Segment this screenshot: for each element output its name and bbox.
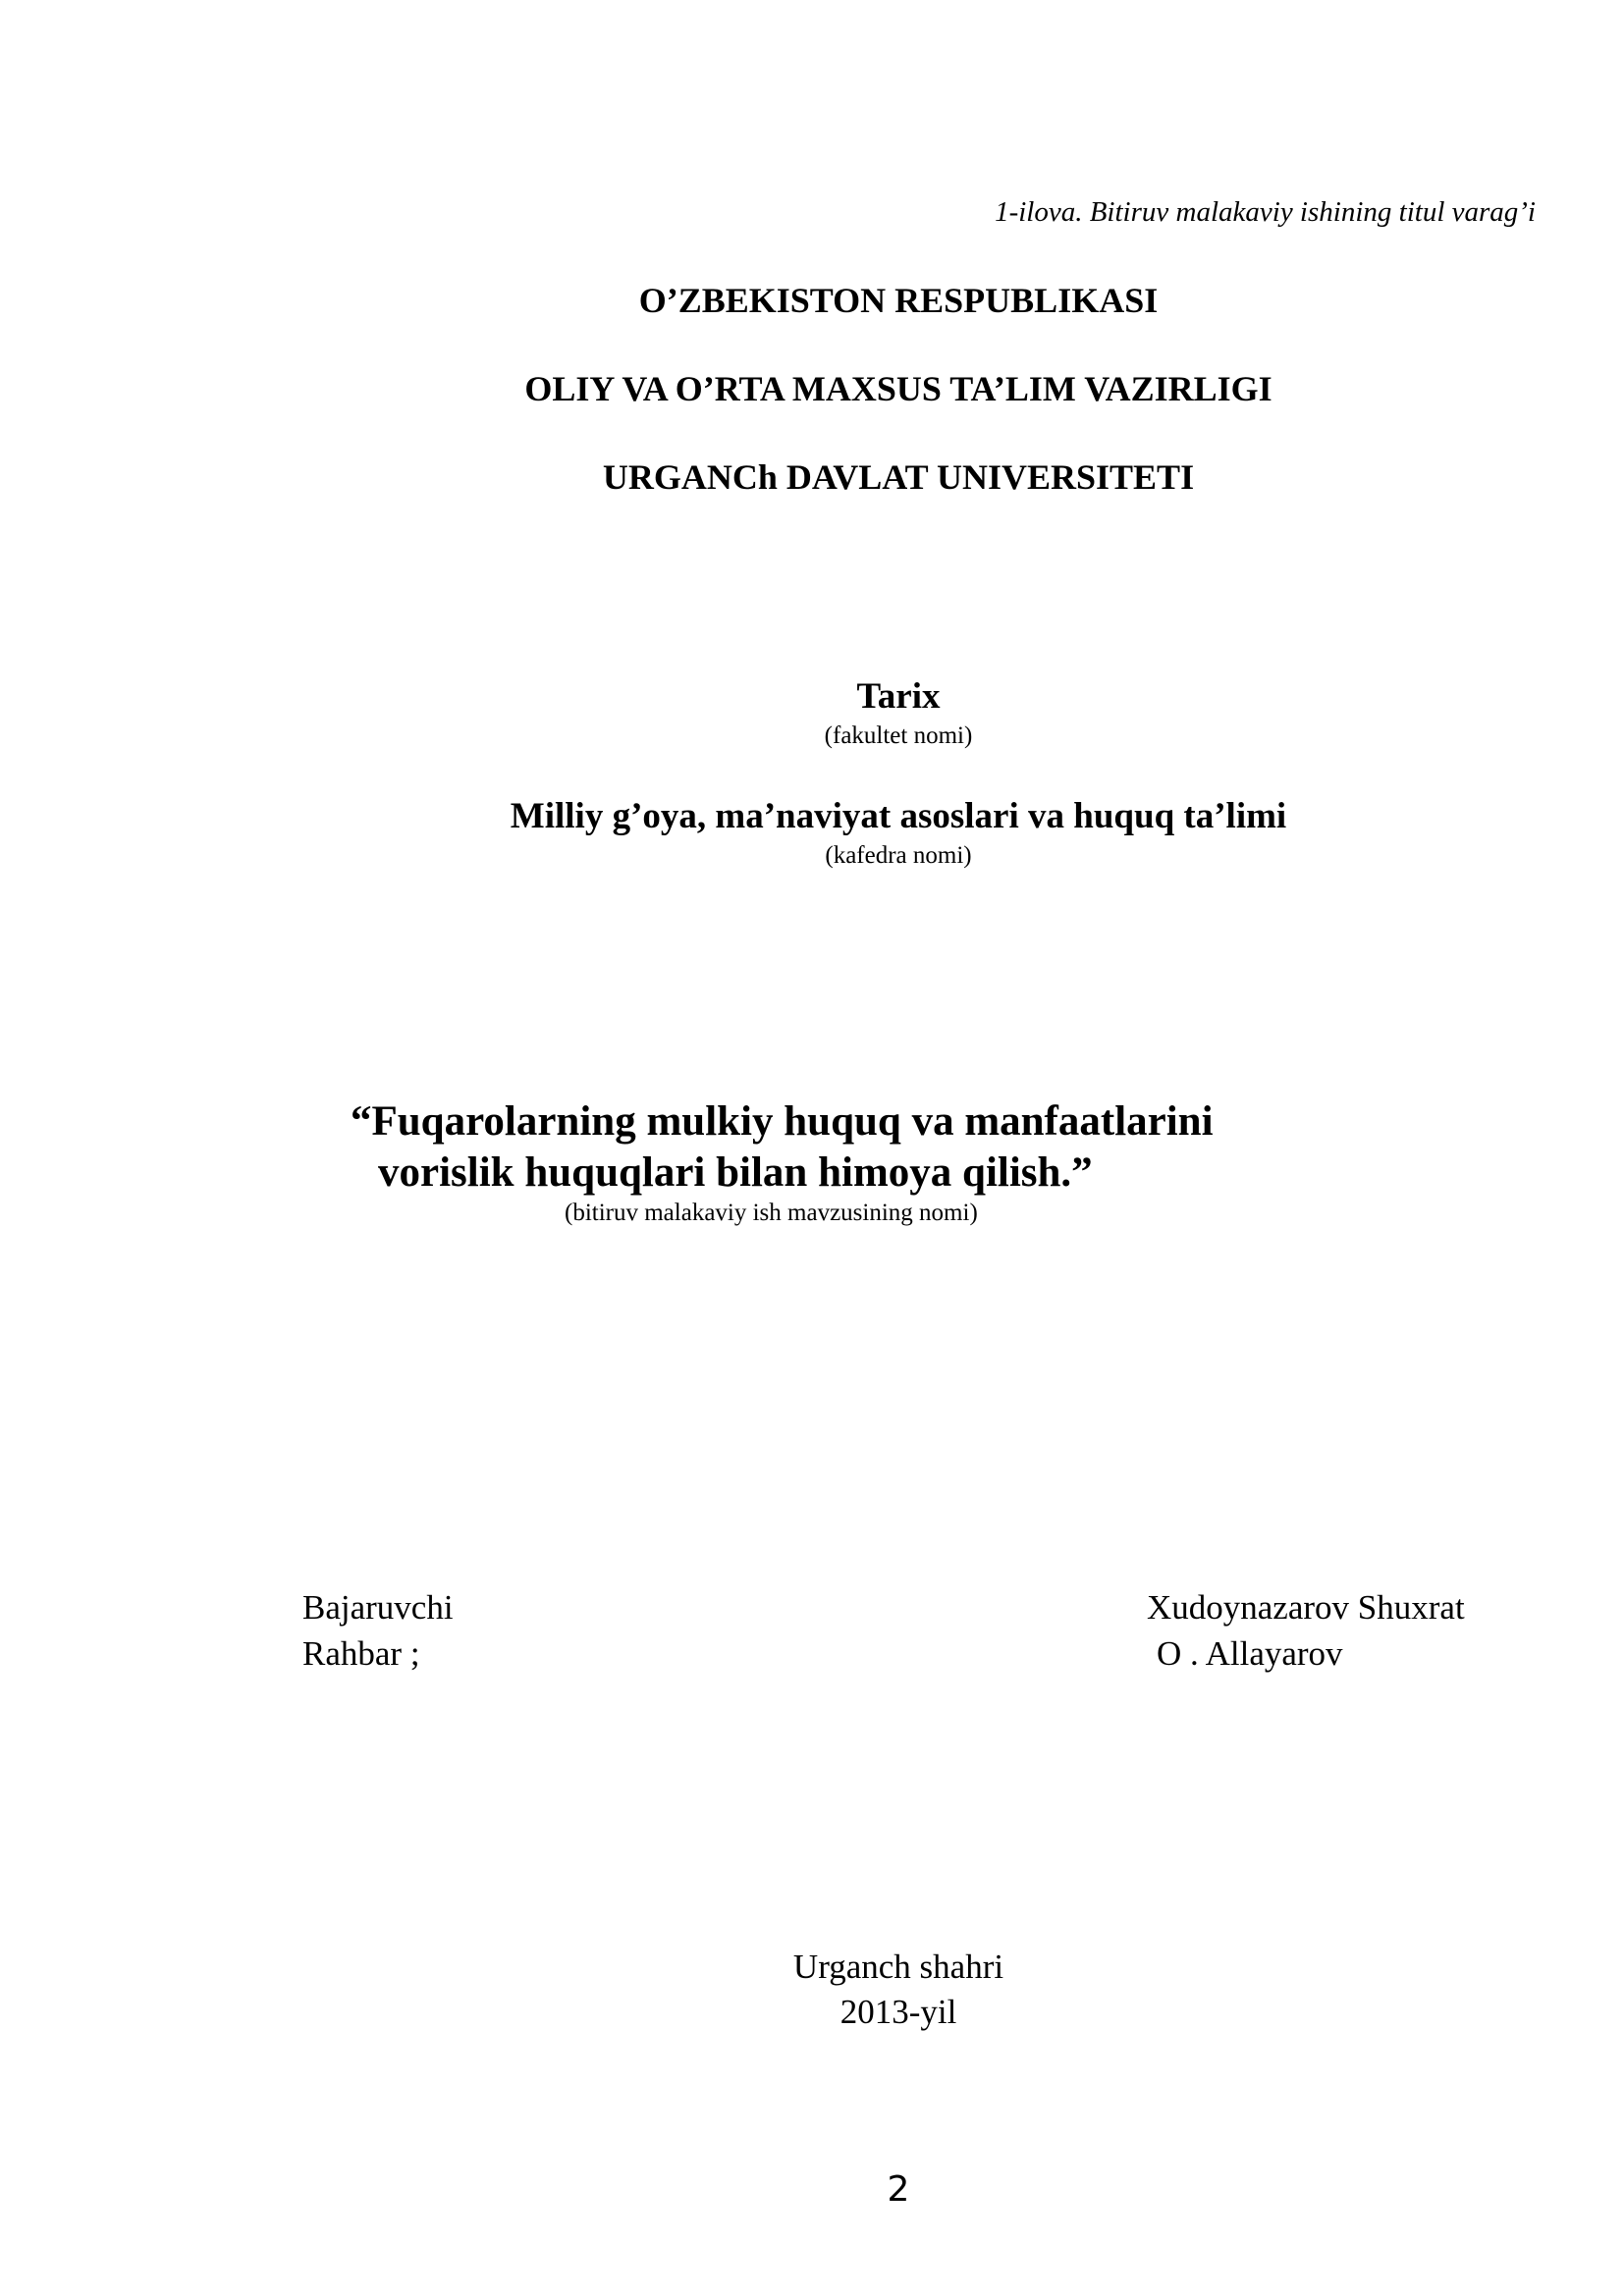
- department-caption: (kafedra nomi): [825, 842, 972, 869]
- year: 2013-yil: [839, 1993, 957, 2031]
- performer-label: Bajaruvchi: [302, 1588, 454, 1627]
- faculty-caption: (fakultet nomi): [824, 722, 973, 749]
- page-number: 2: [887, 2169, 910, 2210]
- republic-heading: O’ZBEKISTON RESPUBLIKASI: [638, 281, 1159, 320]
- university-heading: URGANCh DAVLAT UNIVERSITETI: [602, 457, 1195, 497]
- city-name: Urganch shahri: [792, 1948, 1004, 1986]
- supervisor-label: Rahbar ;: [302, 1634, 420, 1673]
- supervisor-name: O . Allayarov: [1157, 1634, 1343, 1673]
- faculty-name: Tarix: [856, 676, 941, 717]
- thesis-title-line-1: “Fuqarolarning mulkiy huquq va manfaatlarini: [351, 1098, 1214, 1145]
- department-name: Milliy g’oya, ma’naviyat asoslari va huquq ta’limi: [510, 796, 1287, 836]
- thesis-title-line-2: vorislik huquqlari bilan himoya qilish.”: [378, 1149, 1093, 1196]
- annex-note: 1-ilova. Bitiruv malakaviy ishining titul varag’i: [995, 196, 1536, 228]
- ministry-heading: OLIY VA O’RTA MAXSUS TA’LIM VAZIRLIGI: [524, 369, 1272, 408]
- thesis-caption: (bitiruv malakaviy ish mavzusining nomi): [565, 1200, 978, 1226]
- performer-name: Xudoynazarov Shuxrat: [1147, 1588, 1465, 1627]
